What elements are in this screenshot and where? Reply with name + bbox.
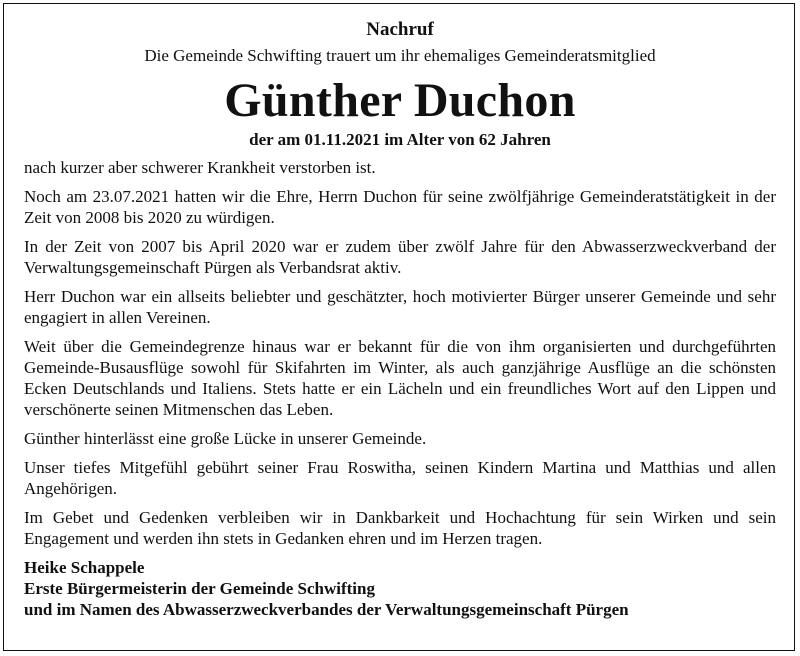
paragraph-passing: nach kurzer aber schwerer Krankheit verstorben ist. bbox=[24, 158, 376, 177]
obituary-heading: Nachruf bbox=[366, 19, 434, 40]
paragraph-condolences: Unser tiefes Mitgefühl gebührt seiner Frau Roswitha, seinen Kindern Martina und Matthias und allen Angehörigen. bbox=[24, 458, 776, 498]
death-date-line: der am 01.11.2021 im Alter von 62 Jahren bbox=[249, 130, 551, 149]
paragraph-citizen: Herr Duchon war ein allseits beliebter und geschätzter, hoch motivierter Bürger unserer Gemeinde und sehr engagiert in allen Vereinen. bbox=[24, 287, 776, 327]
signature-association: und im Namen des Abwasserzweckverbandes der Verwaltungsgemeinschaft Pürgen bbox=[24, 600, 629, 619]
paragraph-honor: Noch am 23.07.2021 hatten wir die Ehre, Herrn Duchon für seine zwölfjährige Gemeinderatstätigkeit in der Zeit von 2008 bis 2020 zu würdigen. bbox=[24, 187, 776, 227]
intro-line: Die Gemeinde Schwifting trauert um ihr ehemaliges Gemeinderatsmitglied bbox=[144, 46, 656, 65]
paragraph-gap: Günther hinterlässt eine große Lücke in unserer Gemeinde. bbox=[24, 429, 427, 448]
paragraph-remembrance: Im Gebet und Gedenken verbleiben wir in Dankbarkeit und Hochachtung für sein Wirken und sein Engagement und werden ihn stets in Gedanken ehren und im Herzen tragen. bbox=[24, 508, 776, 548]
paragraph-association: In der Zeit von 2007 bis April 2020 war er zudem über zwölf Jahre für den Abwasserzweckverband der Verwaltungsgemeinschaft Pürgen als Verbandsrat aktiv. bbox=[24, 237, 776, 277]
signature-name: Heike Schappele bbox=[24, 558, 145, 577]
signature-title: Erste Bürgermeisterin der Gemeinde Schwifting bbox=[24, 579, 375, 598]
obituary-content bbox=[24, 18, 776, 620]
paragraph-trips: Weit über die Gemeindegrenze hinaus war er bekannt für die von ihm organisierten und durchgeführten Gemeinde-Busausflüge sowohl für Skifahrten im Winter, als auch ganzjährige Ausflüge an die schönsten Ecken Deutschlands und Italiens. Stets hatte er ein Lächeln und ein freundliches Wort auf den Lippen und verschönerte seinen Mitmenschen das Leben. bbox=[24, 337, 776, 419]
deceased-name: Günther Duchon bbox=[224, 74, 576, 127]
